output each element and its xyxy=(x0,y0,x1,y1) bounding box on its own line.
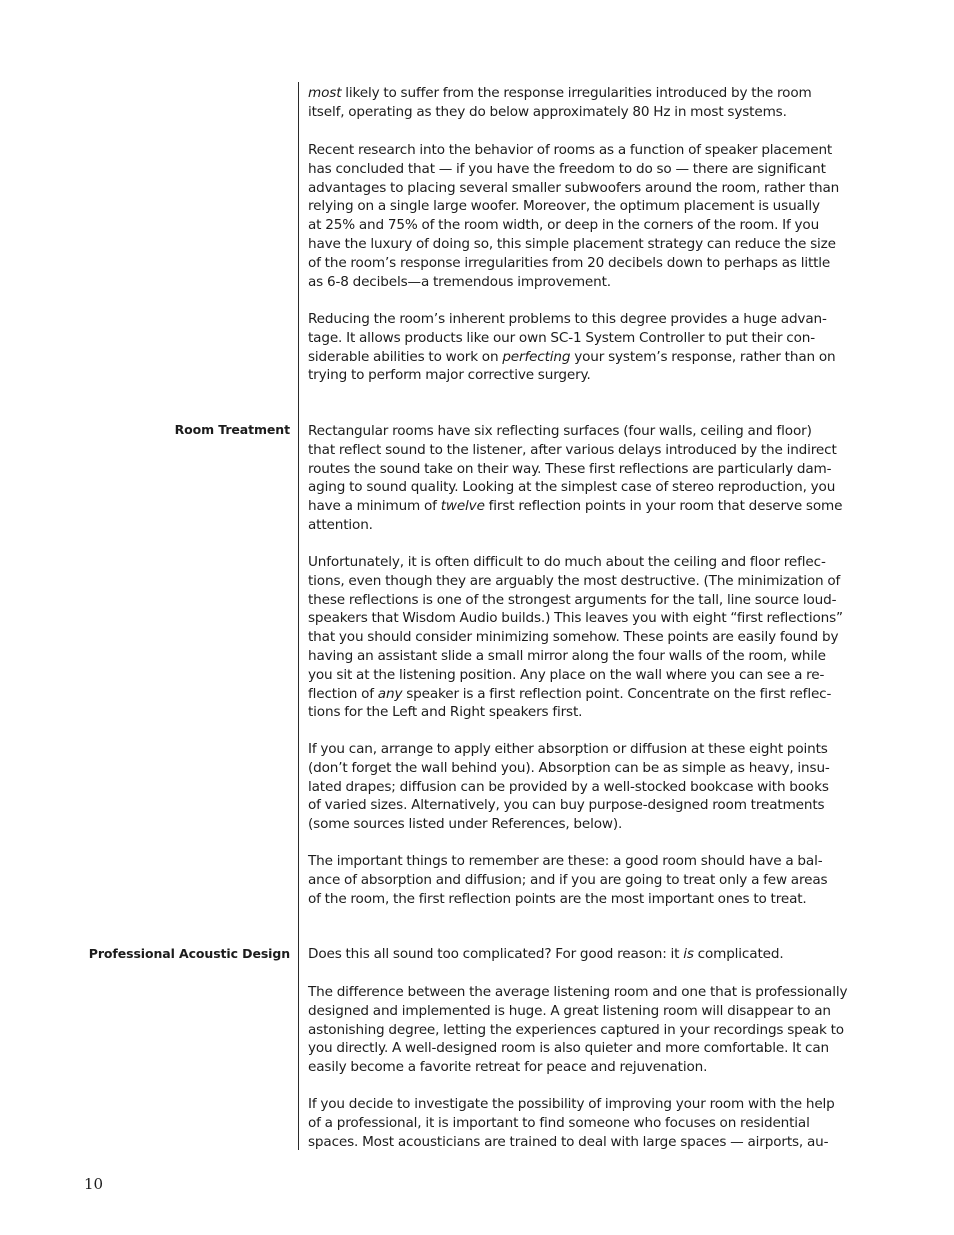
emphasis-twelve: twelve xyxy=(440,498,485,515)
column-divider-rule xyxy=(298,82,299,1150)
professional-paragraph-3: If you decide to investigate the possibility of improving your room with the help of a professional, it is important to find someone who focuses on residential spaces. Most acousticians are trained to deal with large spaces — airports, au- xyxy=(308,1096,835,1150)
page-number: 10 xyxy=(84,1175,104,1193)
room-treatment-paragraph-4: The important things to remember are these: a good room should have a bal- ance of absorption and diffusion; and if you are going to treat only a few areas of the room, the first reflection points are the most important ones to treat. xyxy=(308,853,828,907)
emphasis-most: most xyxy=(308,85,342,101)
intro-section xyxy=(308,84,848,122)
intro-paragraph-2: Recent research into the behavior of rooms as a function of speaker placement has concluded that — if you have the freedom to do so — there are significant advantages to placing several smaller subwoofers around the room, rather than relying on a single large woofer. Moreover, the optimum placement is usually at 25% and 75% of the room width, or deep in the corners of the room. If you have the luxury of doing so, this simple placement strategy can reduce the size of the room’s response irregularities from 20 decibels down to perhaps as little as 6-8 decibels—a tremendous improvement. xyxy=(308,142,840,290)
professional-paragraph-1: Does this all sound too complicated? For good reason: it is complicated. xyxy=(308,946,784,962)
emphasis-any: any xyxy=(377,685,403,702)
professional-acoustic-design-heading: Professional Acoustic Design xyxy=(88,946,290,961)
emphasis-is: is xyxy=(683,946,694,962)
room-treatment-heading: Room Treatment xyxy=(174,422,290,437)
intro-paragraph-1: most likely to suffer from the response irregularities introduced by the room itself, operating as they do below approximately 80 Hz in most systems. xyxy=(308,85,812,120)
room-treatment-paragraph-1: Rectangular rooms have six reflecting surfaces (four walls, ceiling and floor) that reflect sound to the listener, after various delays introduced by the indirect routes the sound take on their way. These first reflections are particularly dam- aging to sound quality. Looking at the simplest case of stereo reproduction, you have a minimum of twelve first reflection points in your room that deserve some attention. xyxy=(308,423,843,533)
intro-paragraph-3: Reducing the room’s inherent problems to this degree provides a huge advan- tage. It allows products like our own SC-1 System Controller to put their con- siderable abilities to work on perfecting your system’s response, rather than on trying to perform major corrective surgery. xyxy=(308,311,836,384)
room-treatment-paragraph-3: If you can, arrange to apply either absorption or diffusion at these eight points (don’t forget the wall behind you). Absorption can be as simple as heavy, insu- lated drapes; diffusion can be provided by a well-stocked bookcase with books of varied sizes. Alternatively, you can buy purpose-designed room treatments (some sources listed under References, below). xyxy=(308,741,830,833)
professional-paragraph-2: The difference between the average listening room and one that is professionally designed and implemented is huge. A great listening room will disappear to an astonishing degree, letting the experiences captured in your recordings speak to you directly. A well-designed room is also quieter and more comfortable. It can easily become a favorite retreat for peace and rejuvenation. xyxy=(308,984,848,1076)
room-treatment-paragraph-2: Unfortunately, it is often difficult to do much about the ceiling and floor reflec- tions, even though they are arguably the most destructive. (The minimization of these reflections is one of the strongest arguments for the tall, line source loud- speakers that Wisdom Audio builds.) This leaves you with eight “first reflections” that you should consider minimizing somehow. These points are easily found by having an assistant slide a small mirror along the four walls of the room, while you sit at the listening position. Any place on the wall where you can see a re- flection of any speaker is a first reflection point. Concentrate on the first reflec- tions for the Left and Right speakers first. xyxy=(308,554,843,721)
emphasis-perfecting: perfecting xyxy=(502,348,571,365)
